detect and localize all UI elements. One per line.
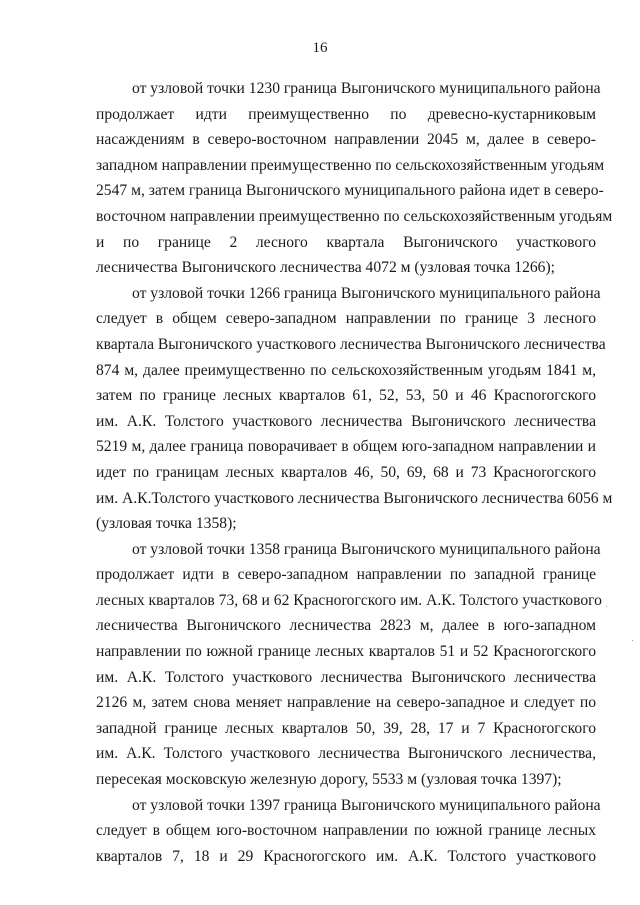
text-line: следует в общем юго-восточном направлении по южной границе лесных <box>96 822 596 840</box>
text-line: кварталов 7, 18 и 29 Красноrогского им. А.К. Толстого участкового <box>96 847 596 865</box>
paragraph-3 <box>96 537 602 793</box>
text-line: пересекая московскую железную дорогу, 5533 м (узловая точка 1397); <box>96 771 562 789</box>
text-line: от узловой точки 1358 граница Выгоничского муниципального района <box>132 540 601 558</box>
text-line: 5219 м, далее граница поворачивает в общем юго-западном направлении и <box>96 438 596 456</box>
text-line: им. А.К. Толстого участкового лесничества Выгоничского лесничества <box>96 412 596 430</box>
document-body <box>96 76 613 869</box>
text-line: следует в общем северо-западном направлении по границе 3 лесного <box>96 310 596 328</box>
text-line: от узловой точки 1230 граница Выгоничского муниципального района <box>132 80 601 97</box>
text-line: 2126 м, затем снова меняет направление на северо-западное и следует по <box>96 694 596 712</box>
text-line: им. А.К. Толстого участкового лесничества Выгоничского лесничества <box>96 668 596 686</box>
text-line: идет по границам лесных кварталов 46, 50, 69, 68 и 73 Красноrогского <box>96 463 596 481</box>
text-line: насаждениям в северо-восточном направлении 2045 м, далее в северо- <box>96 131 596 149</box>
text-line: направлении по южной границе лесных кварталов 51 и 52 Красноrогского <box>96 643 596 661</box>
text-line: восточном направлении преимущественно по сельскохозяйственным угодьям <box>96 207 613 225</box>
text-line: от узловой точки 1397 граница Выгоничского муниципального района <box>132 796 601 814</box>
scan-speck <box>632 640 633 641</box>
paragraph-4 <box>96 793 601 870</box>
text-line: лесничества Выгоничского лесничества 2823 м, далее в юго-западном <box>96 617 596 635</box>
paragraph-2 <box>96 281 613 537</box>
text-line: 2547 м, затем граница Выгоничского муниципального района идет в северо- <box>96 182 604 200</box>
text-line: и по границе 2 лесного квартала Выгоничского участкового <box>96 233 596 251</box>
text-line: 874 м, далее преимущественно по сельскохозяйственным угодьям 1841 м, <box>96 361 596 379</box>
text-line: лесничества Выгоничского лесничества 4072 м (узловая точка 1266); <box>96 259 556 277</box>
text-line: западной границе лесных кварталов 50, 39, 28, 17 и 7 Красноrогского <box>96 719 596 737</box>
text-line: от узловой точки 1266 граница Выгоничского муниципального района <box>132 284 601 302</box>
scan-speck <box>606 606 607 607</box>
text-line: им. А.К.Толстого участкового лесничества Выгоничского лесничества 6056 м <box>96 489 613 507</box>
text-line: западном направлении преимущественно по сельскохозяйственным угодьям <box>96 156 605 174</box>
text-line: квартала Выгоничского участкового лесничества Выгоничского лесничества <box>96 335 606 353</box>
text-line: им. А.К. Толстого участкового лесничества Выгоничского лесничества, <box>96 745 596 763</box>
text-line: затем по границе лесных кварталов 61, 52, 53, 50 и 46 Красnorогского <box>96 387 596 405</box>
text-line: продолжает идти преимущественно по древесно-кустарниковым <box>96 105 596 123</box>
text-line: лесных кварталов 73, 68 и 62 Красноrогского им. А.К. Толстого участкового <box>96 591 602 609</box>
paragraph-1 <box>96 76 613 281</box>
page-number: 16 <box>312 40 328 56</box>
text-line: (узловая точка 1358); <box>96 515 237 533</box>
text-line: продолжает идти в северо-западном направлении по западной границе <box>96 566 596 584</box>
